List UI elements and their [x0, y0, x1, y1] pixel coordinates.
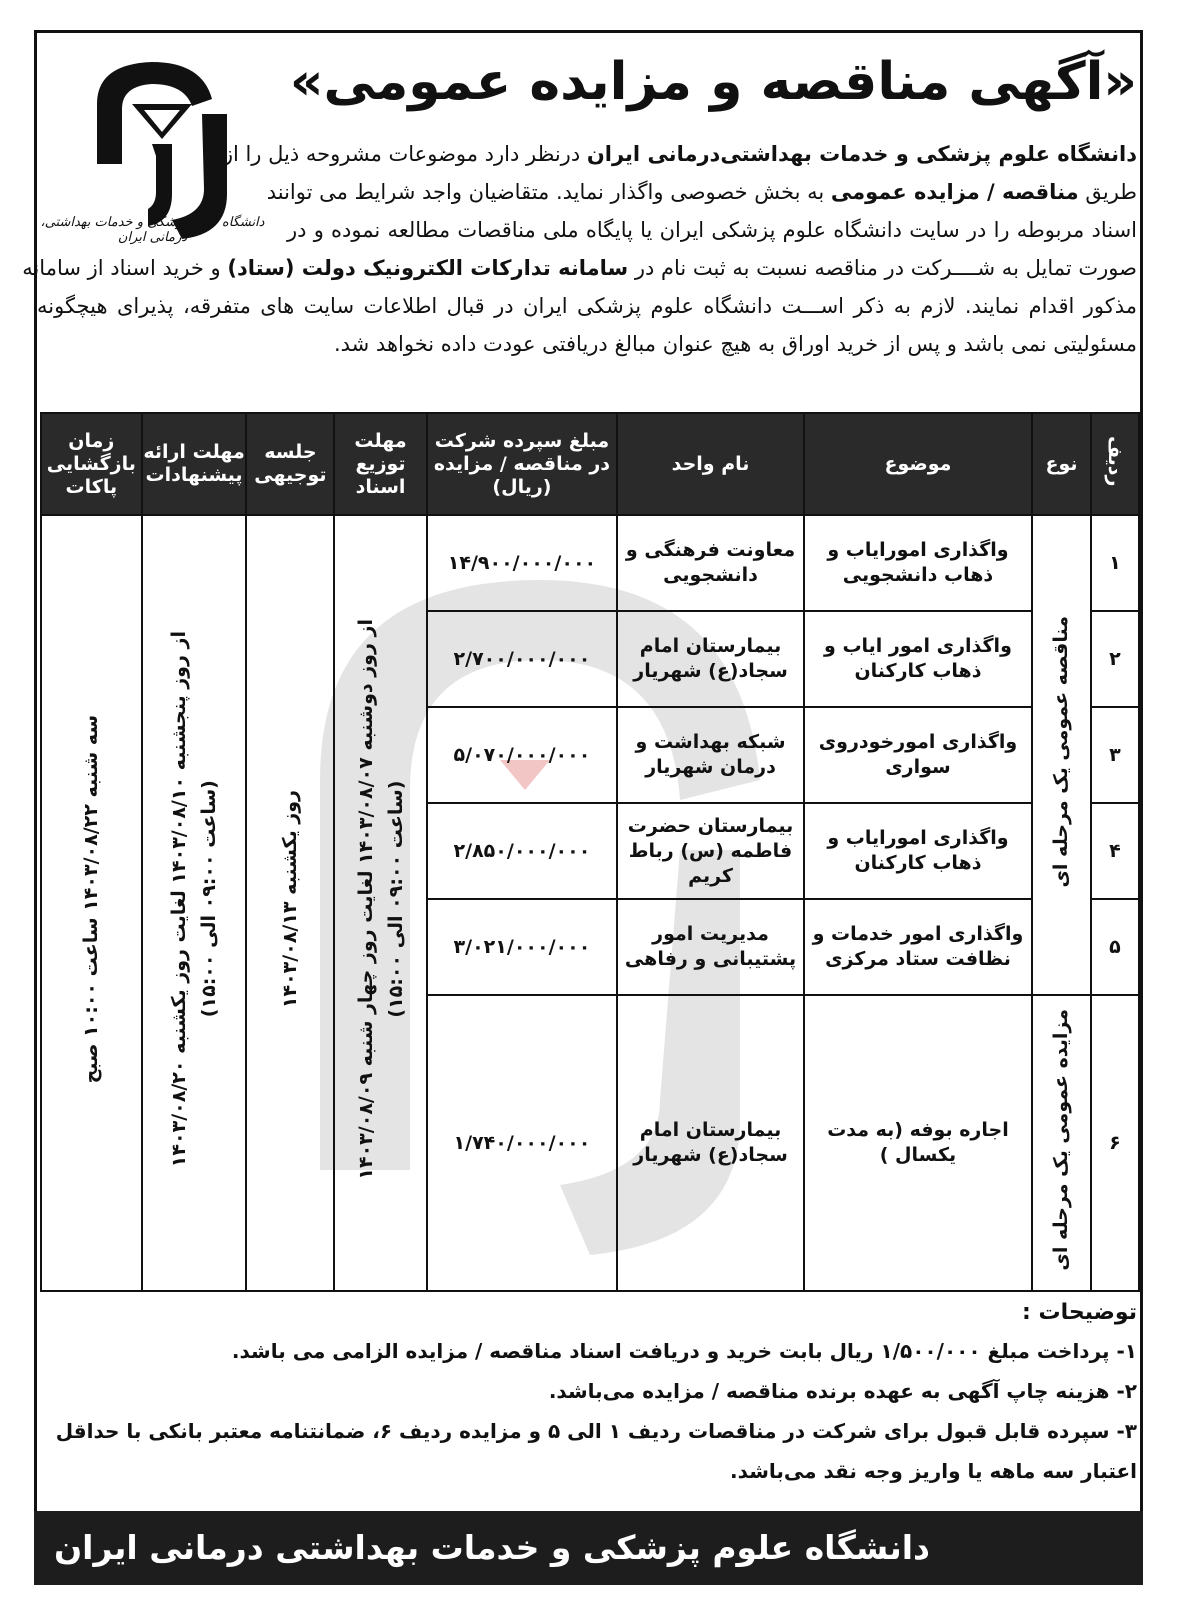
- intro-line: مسئولیتی نمی باشد و پس از خرید اوراق به هیچ عنوان مبالغ دریافتی عودت داده نخواهد شد.: [333, 332, 1137, 356]
- deposit-cell: ۱۴/۹۰۰/۰۰۰/۰۰۰: [427, 515, 618, 611]
- unit-cell: مدیریت امور پشتیبانی و رفاهی: [617, 899, 803, 995]
- header-type: نوع: [1032, 413, 1091, 515]
- distribution-cell: از روز دوشنبه ۱۴۰۳/۰۸/۰۷ لغایت روز چهار شنبه ۱۴۰۳/۰۸/۰۹ (ساعت ۰۹:۰۰ الی ۱۵:۰۰): [334, 515, 426, 1291]
- note-item: اعتبار سه ماهه یا واریز وجه نقد می‌باشد.: [730, 1459, 1137, 1483]
- deposit-cell: ۲/۷۰۰/۰۰۰/۰۰۰: [427, 611, 618, 707]
- footer-text: دانشگاه علوم پزشکی و خدمات بهداشتی درمانی ایران: [54, 1528, 930, 1567]
- subject-cell: اجاره بوفه (به مدت یکسال ): [804, 995, 1032, 1291]
- deposit-cell: ۳/۰۲۱/۰۰۰/۰۰۰: [427, 899, 618, 995]
- intro-line: دانشگاه علوم پزشکی و خدمات بهداشتی‌درمانی ایران درنظر دارد موضوعات مشروحه ذیل را از: [222, 142, 1137, 166]
- type-cell: مزایده عمومی یک مرحله ای: [1032, 995, 1091, 1291]
- header-opening: زمان بازگشایی پاکات: [41, 413, 142, 515]
- footer-bar: [34, 1511, 1143, 1585]
- row-number: ۳: [1091, 707, 1139, 803]
- subject-cell: واگذاری امور خدمات و نظافت ستاد مرکزی: [804, 899, 1032, 995]
- row-number: ۱: [1091, 515, 1139, 611]
- note-item: ۱- پرداخت مبلغ ۱/۵۰۰/۰۰۰ ریال بابت خرید و دریافت اسناد مناقصه / مزایده الزامی می باشد.: [231, 1339, 1137, 1363]
- header-deposit: مبلغ سپرده شرکت در مناقصه / مزایده (ریال): [427, 413, 618, 515]
- submission-cell: از روز پنجشنبه ۱۴۰۳/۰۸/۱۰ لغایت روز یکشنبه ۱۴۰۳/۰۸/۲۰ (ساعت ۰۹:۰۰ الی ۱۵:۰۰): [142, 515, 247, 1291]
- subject-cell: واگذاری امورخودروی سواری: [804, 707, 1032, 803]
- intro-line: مذکور اقدام نمایند. لازم به ذکر اســـت دانشگاه علوم پزشکی ایران در قبال اطلاعات سایت های متفرقه، پذیرای هیچگونه: [37, 294, 1137, 318]
- deposit-cell: ۲/۸۵۰/۰۰۰/۰۰۰: [427, 803, 618, 899]
- notes-heading: توضیحات :: [1022, 1300, 1137, 1325]
- intro-line: صورت تمایل به شــــرکت در مناقصه نسبت به ثبت نام در سامانه تدارکات الکترونیک دولت (ستاد) و خرید اسناد از سامانه: [22, 256, 1137, 280]
- intro-line: طریق مناقصه / مزایده عمومی به بخش خصوصی واگذار نماید. متقاضیان واجد شرایط می توانند: [266, 180, 1137, 204]
- intro-line: اسناد مربوطه را در سایت دانشگاه علوم پزشکی ایران یا پایگاه ملی مناقصات مطالعه نموده و در: [287, 218, 1137, 242]
- tender-table: [40, 412, 1140, 1292]
- note-item: ۳- سپرده قابل قبول برای شرکت در مناقصات ردیف ۱ الی ۵ و مزایده ردیف ۶، ضمانتنامه معتبر بانکی با حداقل: [55, 1419, 1137, 1443]
- note-item: ۲- هزینه چاپ آگهی به عهده برنده مناقصه / مزایده می‌باشد.: [548, 1379, 1137, 1403]
- deposit-cell: ۱/۷۴۰/۰۰۰/۰۰۰: [427, 995, 618, 1291]
- unit-cell: شبکه بهداشت و درمان شهریار: [617, 707, 803, 803]
- type-cell: مناقصه عمومی یک مرحله ای: [1032, 515, 1091, 995]
- notes-section: [37, 1295, 1137, 1491]
- header-unit: نام واحد: [617, 413, 803, 515]
- header-row-number: ردیف: [1091, 413, 1139, 515]
- header-subject: موضوع: [804, 413, 1032, 515]
- intro-paragraph: [22, 135, 1137, 363]
- unit-cell: بیمارستان امام سجاد(ع) شهریار: [617, 611, 803, 707]
- deposit-cell: ۵/۰۷۰/۰۰۰/۰۰۰: [427, 707, 618, 803]
- row-number: ۵: [1091, 899, 1139, 995]
- unit-cell: معاونت فرهنگی و دانشجویی: [617, 515, 803, 611]
- table-row: [41, 515, 1139, 611]
- header-submission: مهلت ارائه پیشنهادات: [142, 413, 247, 515]
- row-number: ۴: [1091, 803, 1139, 899]
- row-number: ۶: [1091, 995, 1139, 1291]
- page-title: «آگهی مناقصه و مزایده عمومی»: [289, 52, 1137, 112]
- subject-cell: واگذاری امور ایاب و ذهاب کارکنان: [804, 611, 1032, 707]
- logo-caption: دانشگاه علوم پزشکی و خدمات بهداشتی، درمانی ایران: [40, 215, 265, 245]
- row-number: ۲: [1091, 611, 1139, 707]
- opening-cell: سه شنبه ۱۴۰۳/۰۸/۲۲ ساعت ۱۰:۰۰ صبح: [41, 515, 142, 1291]
- header-distribution: مهلت توزیع اسناد: [334, 413, 426, 515]
- header-briefing: جلسه توجیهی: [246, 413, 334, 515]
- subject-cell: واگذاری اموراياب و ذهاب کارکنان: [804, 803, 1032, 899]
- unit-cell: بیمارستان حضرت فاطمه (س) رباط کریم: [617, 803, 803, 899]
- subject-cell: واگذاری اموراياب و ذهاب دانشجویی: [804, 515, 1032, 611]
- briefing-cell: روز یکشنبه ۱۴۰۳/۰۸/۱۳: [246, 515, 334, 1291]
- unit-cell: بیمارستان امام سجاد(ع) شهریار: [617, 995, 803, 1291]
